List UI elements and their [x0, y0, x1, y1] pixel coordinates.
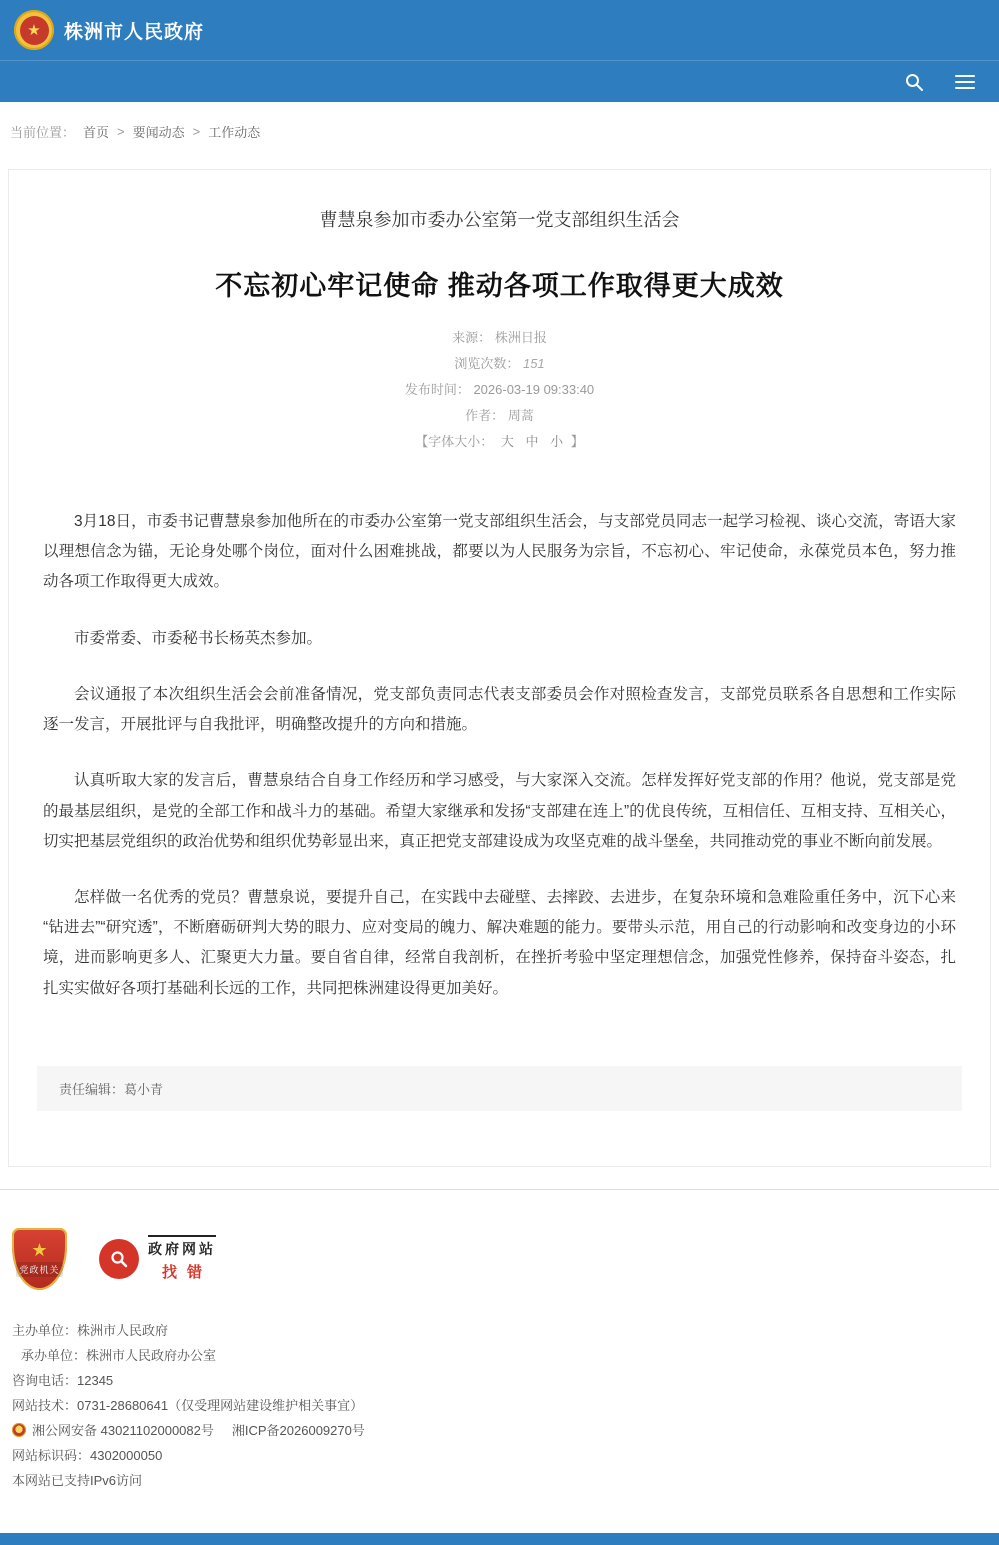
meta-views-value: 151	[522, 356, 545, 371]
article-body	[37, 507, 962, 1004]
find-error-line2: 找错	[161, 1264, 212, 1282]
host-label: 主办单位：	[12, 1322, 78, 1338]
editor-bar	[37, 1066, 962, 1111]
editor-name: 葛小青	[124, 1081, 164, 1097]
editor-label: 责任编辑：	[59, 1081, 125, 1097]
header-top	[0, 0, 999, 60]
site-footer	[0, 1189, 999, 1519]
fontsize-large-button[interactable]: 大	[500, 434, 514, 449]
article-container	[8, 169, 991, 1167]
meta-time-label: 发布时间：	[404, 382, 470, 397]
tech-value: 0731-28680641（仅受理网站建设维护相关事宜）	[77, 1397, 364, 1413]
emblem-star-icon: ★	[20, 16, 49, 45]
national-emblem-icon	[14, 10, 54, 50]
shield-label: 党政机关	[16, 1262, 62, 1277]
fontsize-suffix: 】	[570, 434, 584, 449]
meta-views-label: 浏览次数：	[454, 356, 520, 371]
meta-views-row	[37, 351, 962, 377]
breadcrumb-separator: >	[192, 124, 201, 139]
footer-host-line	[12, 1318, 999, 1343]
menu-button[interactable]	[951, 71, 979, 93]
article-paragraph: 认真听取大家的发言后，曹慧泉结合自身工作经历和学习感受，与大家深入交流。怎样发挥好党支部的作用？他说，党支部是党的最基层组织，是党的全部工作和战斗力的基础。希望大家继承和发扬“支部建在连上”的优良传统，互相信任、互相支持、互相关心，切实把基层党组织的政治优势和组织优势彰显出来，真正把党支部建设成为攻坚克难的战斗堡垒，共同推动党的事业不断向前发展。	[43, 772, 956, 850]
breadcrumb-label: 当前位置：	[10, 125, 76, 140]
article-paragraph: 会议通报了本次组织生活会会前准备情况，党支部负责同志代表支部委员会作对照检查发言，支部党员联系各自思想和工作实际逐一发言，开展批评与自我批评，明确整改提升的方向和措施。	[43, 685, 956, 734]
meta-time-row	[37, 377, 962, 403]
sitecode-value: 4302000050	[90, 1447, 163, 1463]
ipv6-text: 本网站已支持IPv6访问	[12, 1472, 143, 1488]
meta-source-label: 来源：	[452, 330, 492, 345]
fontsize-prefix: 【字体大小：	[415, 434, 494, 449]
search-button[interactable]	[901, 69, 927, 95]
meta-author-row	[37, 403, 962, 429]
fontsize-small-button[interactable]: 小	[550, 434, 564, 449]
article-paragraph: 怎样做一名优秀的党员？曹慧泉说，要提升自己，在实践中去碰壁、去摔跤、去进步，在复杂环境和急难险重任务中，沉下心来“钻进去”“研究透”，不断磨砺研判大势的眼力、应对变局的魄力、解决难题的能力。要带头示范，用自己的行动影响和改变身边的小环境，进而影响更多人、汇聚更大力量。要自省自律，经常自我剖析，在挫折考验中坚定理想信念，加强党性修养，保持奋斗姿态，扎扎实实做好各项打基础利长远的工作，共同把株洲建设得更加美好。	[43, 888, 956, 997]
meta-author-label: 作者：	[465, 408, 505, 423]
site-header	[0, 0, 999, 102]
icp-beian-link[interactable]: 湘ICP备2026009270号	[231, 1422, 365, 1438]
meta-source-row	[37, 325, 962, 351]
host-value: 株洲市人民政府	[77, 1322, 169, 1338]
gongan-beian-link[interactable]: 湘公网安备 43021102000082号	[32, 1422, 214, 1438]
footer-sitecode-line	[12, 1443, 999, 1468]
meta-fontsize-row	[37, 429, 962, 455]
find-error-magnifier-icon	[99, 1239, 139, 1279]
breadcrumb-link-work[interactable]: 工作动态	[208, 125, 261, 140]
article-title: 不忘初心牢记使命 推动各项工作取得更大成效	[215, 271, 784, 301]
footer-phone-line	[12, 1368, 999, 1393]
find-error-text	[148, 1235, 216, 1282]
public-security-emblem-icon	[12, 1423, 26, 1437]
footer-tech-line	[12, 1393, 999, 1418]
site-error-report-badge[interactable]	[99, 1235, 216, 1282]
article-paragraph: 3月18日，市委书记曹慧泉参加他所在的市委办公室第一党支部组织生活会，与支部党员同志一起学习检视、谈心交流，寄语大家以理想信念为锚，无论身处哪个岗位，面对什么困难挑战，都要以为人民服务为宗旨，不忘初心、牢记使命，永葆党员本色，努力推动各项工作取得更大成效。	[43, 513, 956, 591]
find-error-line1: 政府网站	[148, 1235, 216, 1259]
party-government-badge[interactable]	[12, 1228, 67, 1290]
hamburger-icon	[955, 75, 975, 89]
article-paragraph: 市委常委、市委秘书长杨英杰参加。	[74, 629, 323, 647]
article-meta	[37, 325, 962, 455]
fontsize-medium-button[interactable]: 中	[525, 434, 539, 449]
sitecode-label: 网站标识码：	[12, 1447, 91, 1463]
breadcrumb-link-news[interactable]: 要闻动态	[132, 125, 185, 140]
bottom-blue-strip	[0, 1533, 999, 1545]
main-nav-bar	[0, 60, 999, 102]
footer-info	[12, 1318, 999, 1493]
meta-author-value: 周蒿	[507, 408, 534, 423]
shield-star-icon: ★	[31, 1239, 48, 1260]
breadcrumb-separator: >	[117, 124, 125, 139]
undertake-label: 承办单位：	[21, 1347, 87, 1363]
undertake-value: 株洲市人民政府办公室	[86, 1347, 217, 1363]
phone-label: 咨询电话：	[12, 1372, 78, 1388]
footer-undertake-line	[12, 1343, 999, 1368]
article-subtitle: 曹慧泉参加市委办公室第一党支部组织生活会	[319, 210, 680, 230]
breadcrumb	[0, 102, 999, 155]
tech-label: 网站技术：	[12, 1397, 78, 1413]
search-icon	[905, 73, 923, 91]
footer-badges	[12, 1228, 999, 1290]
site-title: 株洲市人民政府	[64, 21, 205, 43]
phone-value: 12345	[77, 1372, 114, 1388]
meta-source-value: 株洲日报	[494, 330, 547, 345]
breadcrumb-link-home[interactable]: 首页	[83, 125, 110, 140]
footer-beian-line	[12, 1418, 999, 1443]
meta-time-value: 2026-03-19 09:33:40	[473, 382, 595, 397]
footer-ipv6-line	[12, 1468, 999, 1493]
